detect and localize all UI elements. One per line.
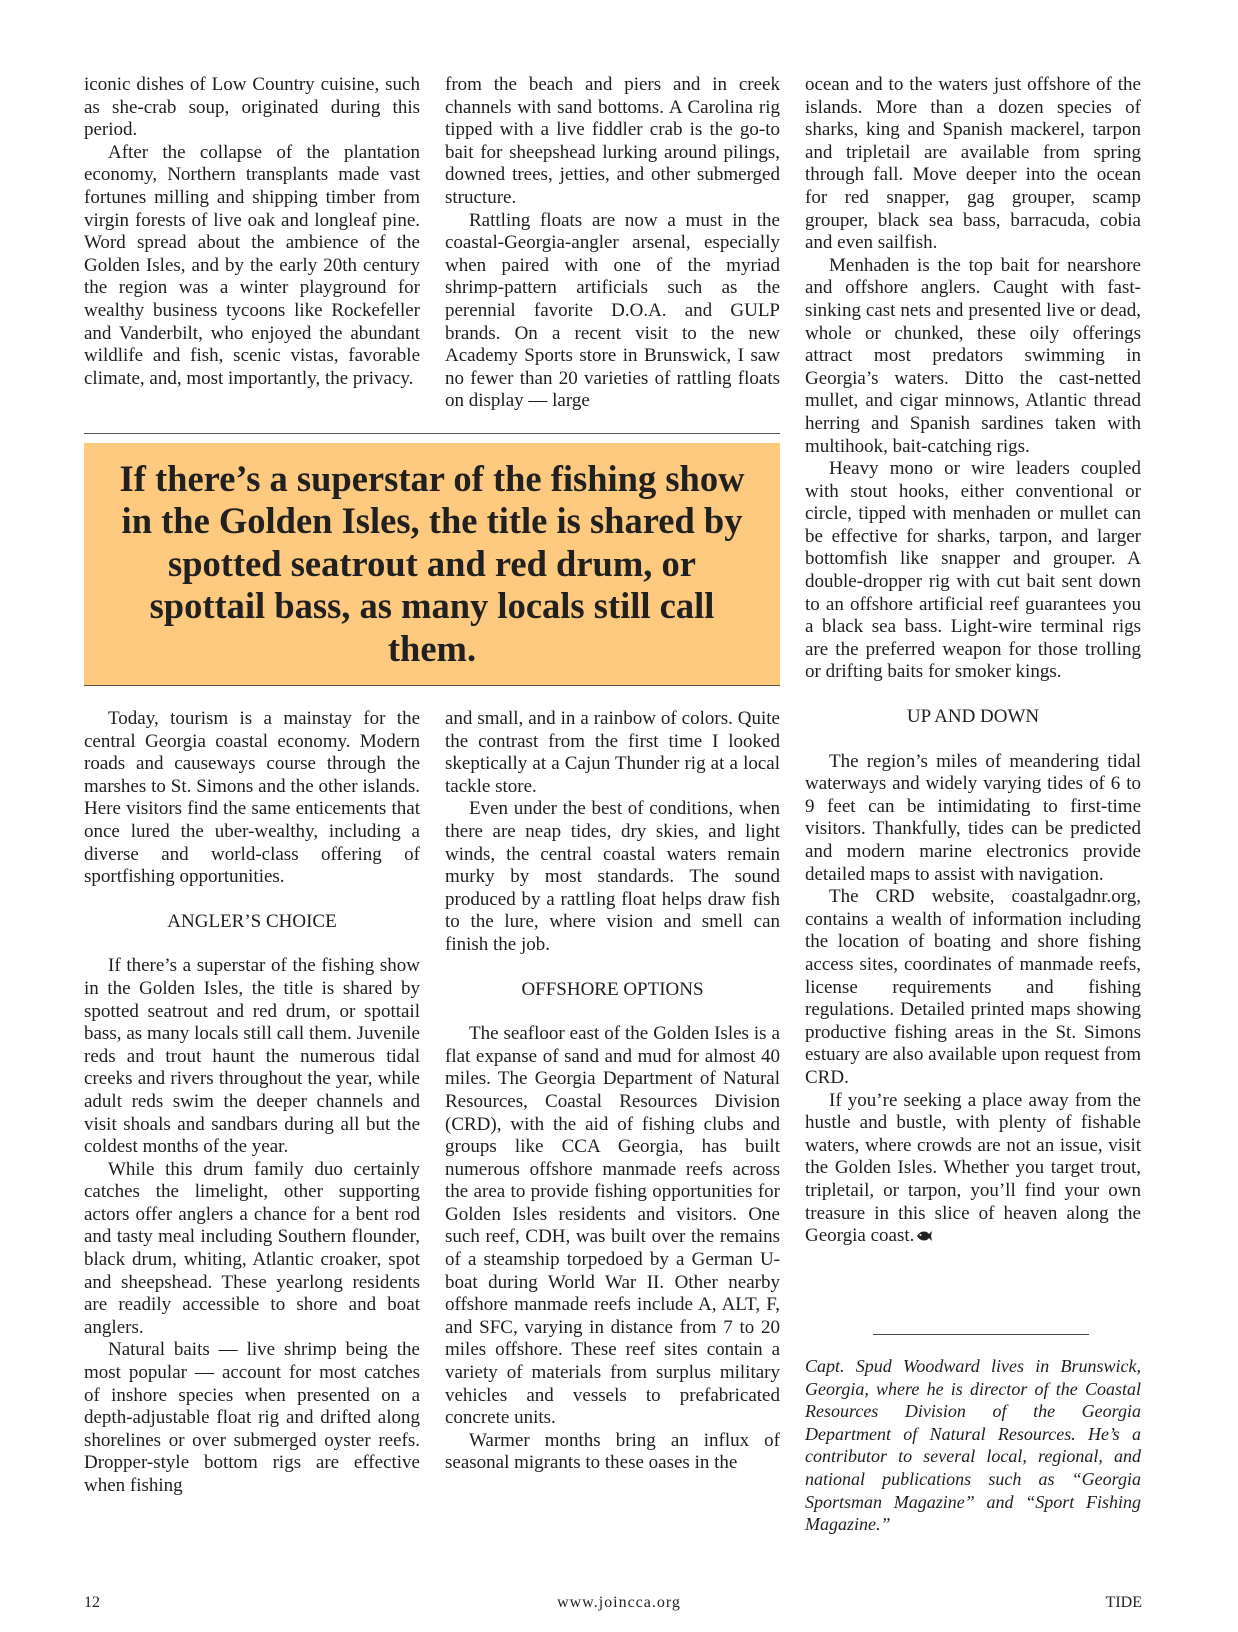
paragraph: The CRD website, coastalgadnr.org, contains a wealth of information including the location of boating and shore fishing access sites, coordinates of manmade reefs, license requirements and fishing regulations. Detailed printed maps showing productive fishing areas in the St. Simons estuary are also available upon request from CRD. [805,886,1141,1088]
pull-quote-background [84,443,780,685]
paragraph: While this drum family duo certainly catches the limelight, other supporting actors offer anglers a chance for a bent rod and tasty meal including Southern flounder, black drum, whiting, Atlantic croaker, spot and sheepshead. These yearlong residents are readily accessible to shore and boat anglers. [84,1158,420,1338]
author-bio-text: Capt. Spud Woodward lives in Brunswick, Georgia, where he is director of the Coastal Resources Division of the Georgia Department of Natural Resources. He’s a contributor to several local, regional, and national publications such as “Georgia Sportsman Magazine” and “Sport Fishing Magazine.” [805,1356,1141,1535]
paragraph-text: If you’re seeking a place away from the hustle and bustle, with plenty of fishable waters, where crowds are not an issue, visit the Golden Isles. Whether you target trout, tripletail, or tarpon, you’ll find your own treasure in this slice of heaven along the Georgia coast. [805,1089,1141,1247]
paragraph: The seafloor east of the Golden Isles is a flat expanse of sand and mud for almost 40 miles. The Georgia Department of Natural Resources, Coastal Resources Division (CRD), with the aid of fishing clubs and groups like CCA Georgia, has built numerous offshore manmade reefs across the area to provide fishing opportunities for Golden Isles residents and visitors. One such reef, CDH, was built over the remains of a steamship torpedoed by a German U-boat during World War II. Other nearby offshore manmade reefs include A, ALT, F, and SFC, varying in distance from 7 to 20 miles offshore. These reef sites contain a variety of materials from surplus military vehicles and vessels to prefabricated concrete units. [445,1023,780,1429]
paragraph: Heavy mono or wire leaders coupled with stout hooks, either conventional or circle, tipped with menhaden or mullet can be effective for sharks, tarpon, and larger bottomfish like snapper and grouper. A double-dropper rig with cut bait sent down to an offshore artificial reef guarantees you a black sea bass. Light-wire terminal rigs are the preferred weapon for those trolling or drifting baits for smoker kings. [805,458,1141,683]
paragraph: from the beach and piers and in creek channels with sand bottoms. A Carolina rig tipped with a live fiddler crab is the go-to bait for sheepshead lurking around pilings, downed trees, jetties, and other submerged structure. [445,74,780,208]
paragraph: After the collapse of the plantation economy, Northern transplants made vast fortunes milling and shipping timber from virgin forests of live oak and longleaf pine. Word spread about the ambience of the Golden Isles, and by the early 20th century the region was a winter playground for wealthy business tycoons like Rockefeller and Vanderbilt, who enjoyed the abundant wildlife and fish, scenic vistas, favorable climate, and, most importantly, the privacy. [84,141,420,389]
column-1-bottom [84,708,420,1498]
section-heading-anglers-choice: ANGLER’S CHOICE [167,910,337,932]
footer-website: www.joincca.org [557,1594,681,1611]
column-1-top [84,74,420,390]
paragraph-final [805,1090,1141,1248]
column-2-bottom [445,708,780,1475]
column-2-top [445,74,780,413]
column-3 [805,74,1141,1248]
paragraph: and small, and in a rainbow of colors. Quite the contrast from the first time I looked skeptically at a Cajun Thunder rig at a local tackle store. [445,708,780,797]
paragraph: The region’s miles of meandering tidal waterways and widely varying tides of 6 to 9 feet can be intimidating to first-time visitors. Thankfully, tides can be predicted and modern marine electronics provide detailed maps to assist with navigation. [805,750,1141,885]
footer-magazine-name: TIDE [1105,1594,1142,1611]
author-bio [805,1355,1141,1536]
paragraph: Even under the best of conditions, when there are neap tides, dry skies, and light winds, the central coastal waters remain murky by most standards. The sound produced by a rattling float helps draw fish to the lure, where vision and smell can finish the job. [445,798,780,955]
divider [873,1334,1089,1335]
section-heading-offshore-options: OFFSHORE OPTIONS [521,978,704,1000]
pull-quote-text: If there’s a superstar of the fishing show in the Golden Isles, the title is shared by spotted seatrout and red drum, or spottail bass, as many locals still call them. [119,457,745,669]
paragraph: Menhaden is the top bait for nearshore and offshore anglers. Caught with fast-sinking cast nets and presented live or dead, whole or chunked, these oily offerings attract most predators swimming in Georgia’s waters. Ditto the cast-netted mullet, and cigar minnows, Atlantic thread herring and Spanish sardines taken with multihook, bait-catching rigs. [805,254,1141,457]
paragraph: iconic dishes of Low Country cuisine, such as she-crab soup, originated during this period. [84,74,420,141]
paragraph: Rattling floats are now a must in the coastal-Georgia-angler arsenal, especially when paired with one of the myriad shrimp-pattern artificials such as the perennial favorite D.O.A. and GULP brands. On a recent visit to the new Academy Sports store in Brunswick, I saw no fewer than 20 varieties of rattling floats on display — large [445,209,780,412]
pull-quote [84,433,780,686]
paragraph: If there’s a superstar of the fishing show in the Golden Isles, the title is shared by spotted seatrout and red drum, or spottail bass, as many locals still call them. Juvenile reds and trout haunt the numerous tidal creeks and rivers throughout the year, while adult reds swim the deeper channels and visit shoals and sandbars during all but the coldest months of the year. [84,955,420,1158]
paragraph: Natural baits — live shrimp being the most popular — account for most catches of inshore species when presented on a depth-adjustable float rig and drifted along shorelines or over submerged oyster reefs. Dropper-style bottom rigs are effective when fishing [84,1339,420,1496]
page-number: 12 [84,1594,100,1611]
paragraph: Today, tourism is a mainstay for the central Georgia coastal economy. Modern roads and causeways course through the marshes to St. Simons and the other islands. Here visitors find the same enticements that once lured the uber-wealthy, including a diverse and world-class offering of sportfishing opportunities. [84,708,420,888]
paragraph: ocean and to the waters just offshore of the islands. More than a dozen species of sharks, king and Spanish mackerel, tarpon and tripletail are available from spring through fall. Move deeper into the ocean for red snapper, gag grouper, scamp grouper, black sea bass, barracuda, cobia and even sailfish. [805,74,1141,254]
paragraph: Warmer months bring an influx of seasonal migrants to these oases in the [445,1429,780,1474]
section-heading-up-and-down: UP AND DOWN [906,706,1040,728]
fish-end-mark-icon [916,1229,933,1243]
